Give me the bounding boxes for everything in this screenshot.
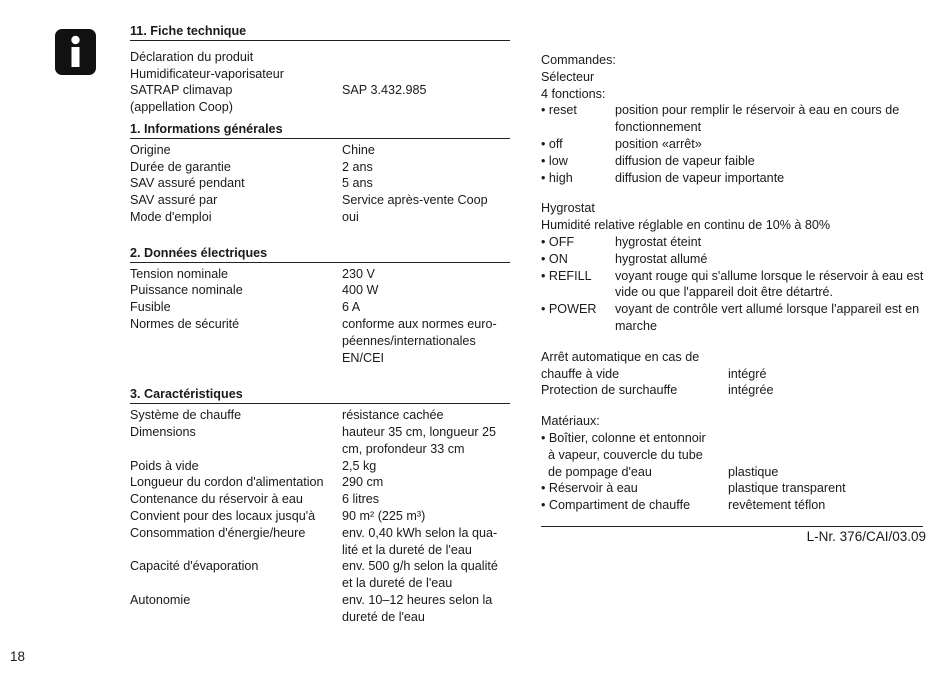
text: Normes de sécurité xyxy=(130,316,240,331)
text: Durée de garantie xyxy=(130,159,231,174)
text: plastique xyxy=(728,464,779,479)
text: 90 m² (225 m³) xyxy=(342,508,426,523)
text: • Boîtier, colonne et entonnoir xyxy=(541,430,706,445)
controls-section xyxy=(541,52,926,186)
text: Humidité relative réglable en continu de 10% à 80% xyxy=(541,218,831,233)
text: hygrostat éteint xyxy=(615,234,702,249)
list-item xyxy=(130,558,510,592)
list-item xyxy=(541,268,926,302)
list-item xyxy=(130,299,510,316)
product-declaration xyxy=(130,49,510,116)
characteristics xyxy=(130,407,510,625)
text: voyant de contrôle vert allumé lorsque l'appareil est en marche xyxy=(615,302,920,333)
text: diffusion de vapeur importante xyxy=(615,170,785,185)
text: 2 ans xyxy=(342,159,373,174)
text xyxy=(342,49,510,66)
list-item xyxy=(541,382,926,399)
text: Matériaux: xyxy=(541,414,600,429)
text: 2. Données électriques xyxy=(130,245,267,263)
list-item xyxy=(130,508,510,525)
text xyxy=(541,186,926,200)
text: Mode d'emploi xyxy=(130,209,212,224)
text: Capacité d'évaporation xyxy=(130,559,259,574)
text: à vapeur, couvercle du tube xyxy=(541,447,703,462)
text xyxy=(728,430,926,447)
text: env. 500 g/h selon la qualité et la dureté de l'eau xyxy=(342,559,498,591)
text: SATRAP climavap xyxy=(130,83,233,98)
list-item xyxy=(541,447,926,464)
text: Longueur du cordon d'alimentation xyxy=(130,475,324,490)
text: SAV assuré par xyxy=(130,193,218,208)
text: • high xyxy=(541,170,573,185)
list-item xyxy=(541,153,926,170)
right-column xyxy=(541,52,926,546)
list-item xyxy=(130,458,510,475)
text: hygrostat allumé xyxy=(615,251,708,266)
text: Commandes: xyxy=(541,53,616,67)
text: Autonomie xyxy=(130,592,191,607)
list-item xyxy=(130,99,510,116)
text: • low xyxy=(541,153,568,168)
list-item xyxy=(541,366,926,383)
text: chauffe à vide xyxy=(541,366,620,381)
list-item xyxy=(541,480,926,497)
section-heading-electrical xyxy=(130,245,510,263)
list-item xyxy=(130,82,510,99)
text: (appellation Coop) xyxy=(130,100,233,115)
reference-number: L-Nr. 376/CAI/03.09 xyxy=(806,528,926,544)
text: Hygrostat xyxy=(541,201,595,216)
text: 5 ans xyxy=(342,176,373,191)
sap-number: SAP 3.432.985 xyxy=(342,83,427,98)
text: voyant rouge qui s'allume lorsque le réservoir à eau est vide ou que l'appareil doit être détartré. xyxy=(615,268,924,300)
text: Dimensions xyxy=(130,424,196,439)
info-icon xyxy=(55,29,96,75)
list-item xyxy=(130,209,510,226)
divider xyxy=(541,526,923,527)
list-item xyxy=(541,464,926,481)
list-item xyxy=(541,136,926,153)
list-item xyxy=(130,159,510,176)
text: Poids à vide xyxy=(130,458,199,473)
text: 290 cm xyxy=(342,475,384,490)
text: position «arrêt» xyxy=(615,136,702,151)
text: Système de chauffe xyxy=(130,408,242,423)
list-item xyxy=(130,142,510,159)
text: 11. Fiche technique xyxy=(130,23,246,41)
text: Consommation d'énergie/heure xyxy=(130,525,306,540)
text: Contenance du réservoir à eau xyxy=(130,492,303,507)
list-item xyxy=(130,491,510,508)
text xyxy=(541,335,926,349)
text: 1. Informations générales xyxy=(130,121,283,139)
electrical-data xyxy=(130,266,510,367)
list-item xyxy=(130,282,510,299)
text: env. 10–12 heures selon la dureté de l'eau xyxy=(342,592,493,624)
text: • ON xyxy=(541,251,568,266)
text: oui xyxy=(342,209,359,224)
text: • POWER xyxy=(541,302,597,317)
text: Protection de surchauffe xyxy=(541,383,678,398)
list-item xyxy=(541,102,926,136)
text: Sélecteur xyxy=(541,69,595,84)
text: Déclaration du produit xyxy=(130,49,254,64)
materials-section xyxy=(541,413,926,514)
list-item xyxy=(541,251,926,268)
text: 2,5 kg xyxy=(342,458,377,473)
text: position pour remplir le réservoir à eau en cours de fonctionnement xyxy=(615,103,900,135)
text: résistance cachée xyxy=(342,408,444,423)
general-info xyxy=(130,142,510,226)
text xyxy=(728,447,926,464)
text: conforme aux normes euro-péennes/internationales EN/CEI xyxy=(342,316,497,365)
list-item xyxy=(541,497,926,514)
text: env. 0,40 kWh selon la qua-lité et la dureté de l'eau xyxy=(342,525,498,557)
text: 4 fonctions: xyxy=(541,86,606,101)
list-item xyxy=(130,316,510,366)
text: 6 A xyxy=(342,300,361,315)
text: SAV assuré pendant xyxy=(130,176,245,191)
text: de pompage d'eau xyxy=(541,464,652,479)
page-number: 18 xyxy=(10,649,26,664)
list-item xyxy=(541,301,926,335)
list-item xyxy=(130,266,510,283)
list-item xyxy=(130,175,510,192)
text xyxy=(728,349,926,366)
section-heading-general xyxy=(130,121,510,139)
list-item xyxy=(130,407,510,424)
text: Fusible xyxy=(130,300,171,315)
text: Arrêt automatique en cas de xyxy=(541,349,700,364)
list-item xyxy=(541,430,926,447)
text: Humidificateur-vaporisateur xyxy=(130,66,284,81)
list-item xyxy=(130,525,510,559)
text: diffusion de vapeur faible xyxy=(615,153,755,168)
auto-stop-section xyxy=(541,349,926,399)
list-item xyxy=(541,170,926,187)
list-item xyxy=(130,592,510,626)
text: Convient pour des locaux jusqu'à xyxy=(130,508,316,523)
text: 6 litres xyxy=(342,492,380,507)
text xyxy=(541,399,926,413)
text: Chine xyxy=(342,142,375,157)
text: hauteur 35 cm, longueur 25 cm, profondeur 33 cm xyxy=(342,424,497,456)
text: • Compartiment de chauffe xyxy=(541,498,691,513)
text: • off xyxy=(541,136,563,151)
text: Tension nominale xyxy=(130,266,229,281)
text: • reset xyxy=(541,103,577,118)
text: 230 V xyxy=(342,266,375,281)
left-column xyxy=(130,23,510,645)
list-item xyxy=(541,234,926,251)
text: Origine xyxy=(130,142,171,157)
text: Service après-vente Coop xyxy=(342,193,488,208)
text: Puissance nominale xyxy=(130,283,243,298)
list-item xyxy=(130,192,510,209)
section-title xyxy=(130,23,510,41)
list-item xyxy=(541,349,926,366)
text: revêtement téflon xyxy=(728,498,826,513)
text: intégrée xyxy=(728,383,774,398)
text: • OFF xyxy=(541,234,575,249)
list-item xyxy=(130,424,510,458)
text: plastique transparent xyxy=(728,481,846,496)
hygrostat-section xyxy=(541,200,926,334)
list-item xyxy=(130,49,510,66)
text: intégré xyxy=(728,366,767,381)
list-item xyxy=(130,474,510,491)
text xyxy=(342,66,510,83)
section-heading-characteristics xyxy=(130,386,510,404)
text: • REFILL xyxy=(541,268,592,283)
text: 3. Caractéristiques xyxy=(130,386,243,404)
text: • Réservoir à eau xyxy=(541,481,638,496)
list-item xyxy=(130,66,510,83)
text: 400 W xyxy=(342,283,379,298)
text xyxy=(342,99,510,116)
